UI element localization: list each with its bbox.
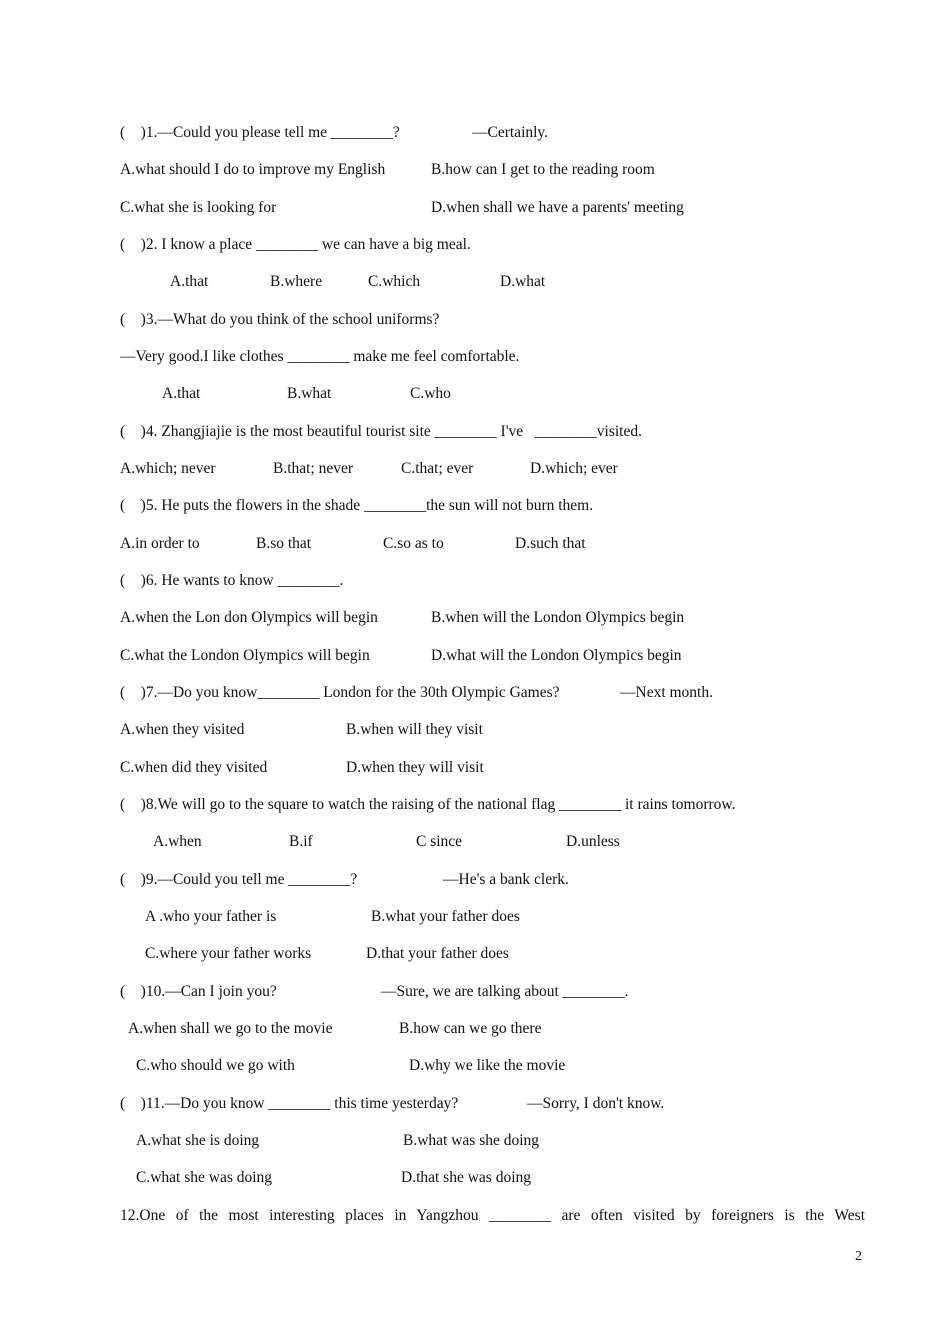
q10-option-a: A.when shall we go to the movie (128, 1020, 333, 1037)
q1-option-a: A.what should I do to improve my English (120, 161, 386, 178)
q10-option-c: C.who should we go with (136, 1057, 295, 1074)
q2-stem: ( )2. I know a place ________ we can have a big meal. (120, 236, 471, 253)
q9-option-b: B.what your father does (371, 908, 520, 925)
q11-option-c: C.what she was doing (136, 1169, 273, 1186)
q12-stem: 12.One of the most interesting places in Yangzhou ________ are often visited by foreigners is the West (120, 1207, 865, 1224)
q9-option-c: C.where your father works (145, 945, 312, 962)
q1-reply: —Certainly. (472, 124, 549, 141)
q7-option-a: A.when they visited (120, 721, 245, 738)
q5-option-c: C.so as to (383, 535, 444, 552)
q3-reply: —Very good.I like clothes ________ make me feel comfortable. (120, 348, 520, 365)
q6-option-d: D.what will the London Olympics begin (431, 647, 682, 664)
q3-option-a: A.that (162, 385, 201, 402)
q11-option-a: A.what she is doing (136, 1132, 260, 1149)
q1-option-c: C.what she is looking for (120, 199, 277, 216)
q11-option-d: D.that she was doing (401, 1169, 532, 1186)
q2-option-d: D.what (500, 273, 546, 290)
q11-reply: —Sorry, I don't know. (527, 1095, 665, 1112)
q11-option-b: B.what was she doing (403, 1132, 540, 1149)
q2-option-b: B.where (270, 273, 323, 290)
q3-option-c: C.who (410, 385, 451, 402)
q10-reply: —Sure, we are talking about ________. (381, 983, 629, 1000)
q1-option-d: D.when shall we have a parents' meeting (431, 199, 684, 216)
q5-stem: ( )5. He puts the flowers in the shade ________the sun will not burn them. (120, 497, 594, 514)
page-number: 2 (855, 1249, 862, 1264)
q4-option-c: C.that; ever (401, 460, 474, 477)
q3-stem: ( )3.—What do you think of the school uniforms? (120, 311, 440, 328)
q2-option-a: A.that (170, 273, 209, 290)
q2-option-c: C.which (368, 273, 421, 290)
q7-option-c: C.when did they visited (120, 759, 268, 776)
q8-stem: ( )8.We will go to the square to watch the raising of the national flag ________ it rains tomorrow. (120, 796, 736, 813)
q10-option-b: B.how can we go there (399, 1020, 542, 1037)
q7-stem: ( )7.—Do you know________ London for the 30th Olympic Games? (120, 684, 560, 701)
q5-option-a: A.in order to (120, 535, 200, 552)
q6-option-b: B.when will the London Olympics begin (431, 609, 685, 626)
q9-stem: ( )9.—Could you tell me ________? (120, 871, 358, 888)
q8-option-c: C since (416, 833, 463, 850)
q8-option-b: B.if (289, 833, 313, 850)
q6-stem: ( )6. He wants to know ________. (120, 572, 344, 589)
q4-option-d: D.which; ever (530, 460, 618, 477)
q10-option-d: D.why we like the movie (409, 1057, 566, 1074)
q9-option-d: D.that your father does (366, 945, 509, 962)
q7-option-b: B.when will they visit (346, 721, 483, 738)
q5-option-b: B.so that (256, 535, 312, 552)
q1-stem: ( )1.—Could you please tell me ________? (120, 124, 400, 141)
q3-option-b: B.what (287, 385, 332, 402)
q7-option-d: D.when they will visit (346, 759, 484, 776)
q9-option-a: A .who your father is (145, 908, 277, 925)
q9-reply: —He's a bank clerk. (443, 871, 569, 888)
q8-option-d: D.unless (566, 833, 620, 850)
q1-option-b: B.how can I get to the reading room (431, 161, 655, 178)
q11-stem: ( )11.—Do you know ________ this time yesterday? (120, 1095, 459, 1112)
q5-option-d: D.such that (515, 535, 586, 552)
q7-reply: —Next month. (620, 684, 713, 701)
q10-stem: ( )10.—Can I join you? (120, 983, 277, 1000)
q4-stem: ( )4. Zhangjiajie is the most beautiful tourist site ________ I've ________visited. (120, 423, 642, 440)
q6-option-a: A.when the Lon don Olympics will begin (120, 609, 378, 626)
q4-option-a: A.which; never (120, 460, 216, 477)
q4-option-b: B.that; never (273, 460, 354, 477)
q6-option-c: C.what the London Olympics will begin (120, 647, 370, 664)
q8-option-a: A.when (153, 833, 202, 850)
